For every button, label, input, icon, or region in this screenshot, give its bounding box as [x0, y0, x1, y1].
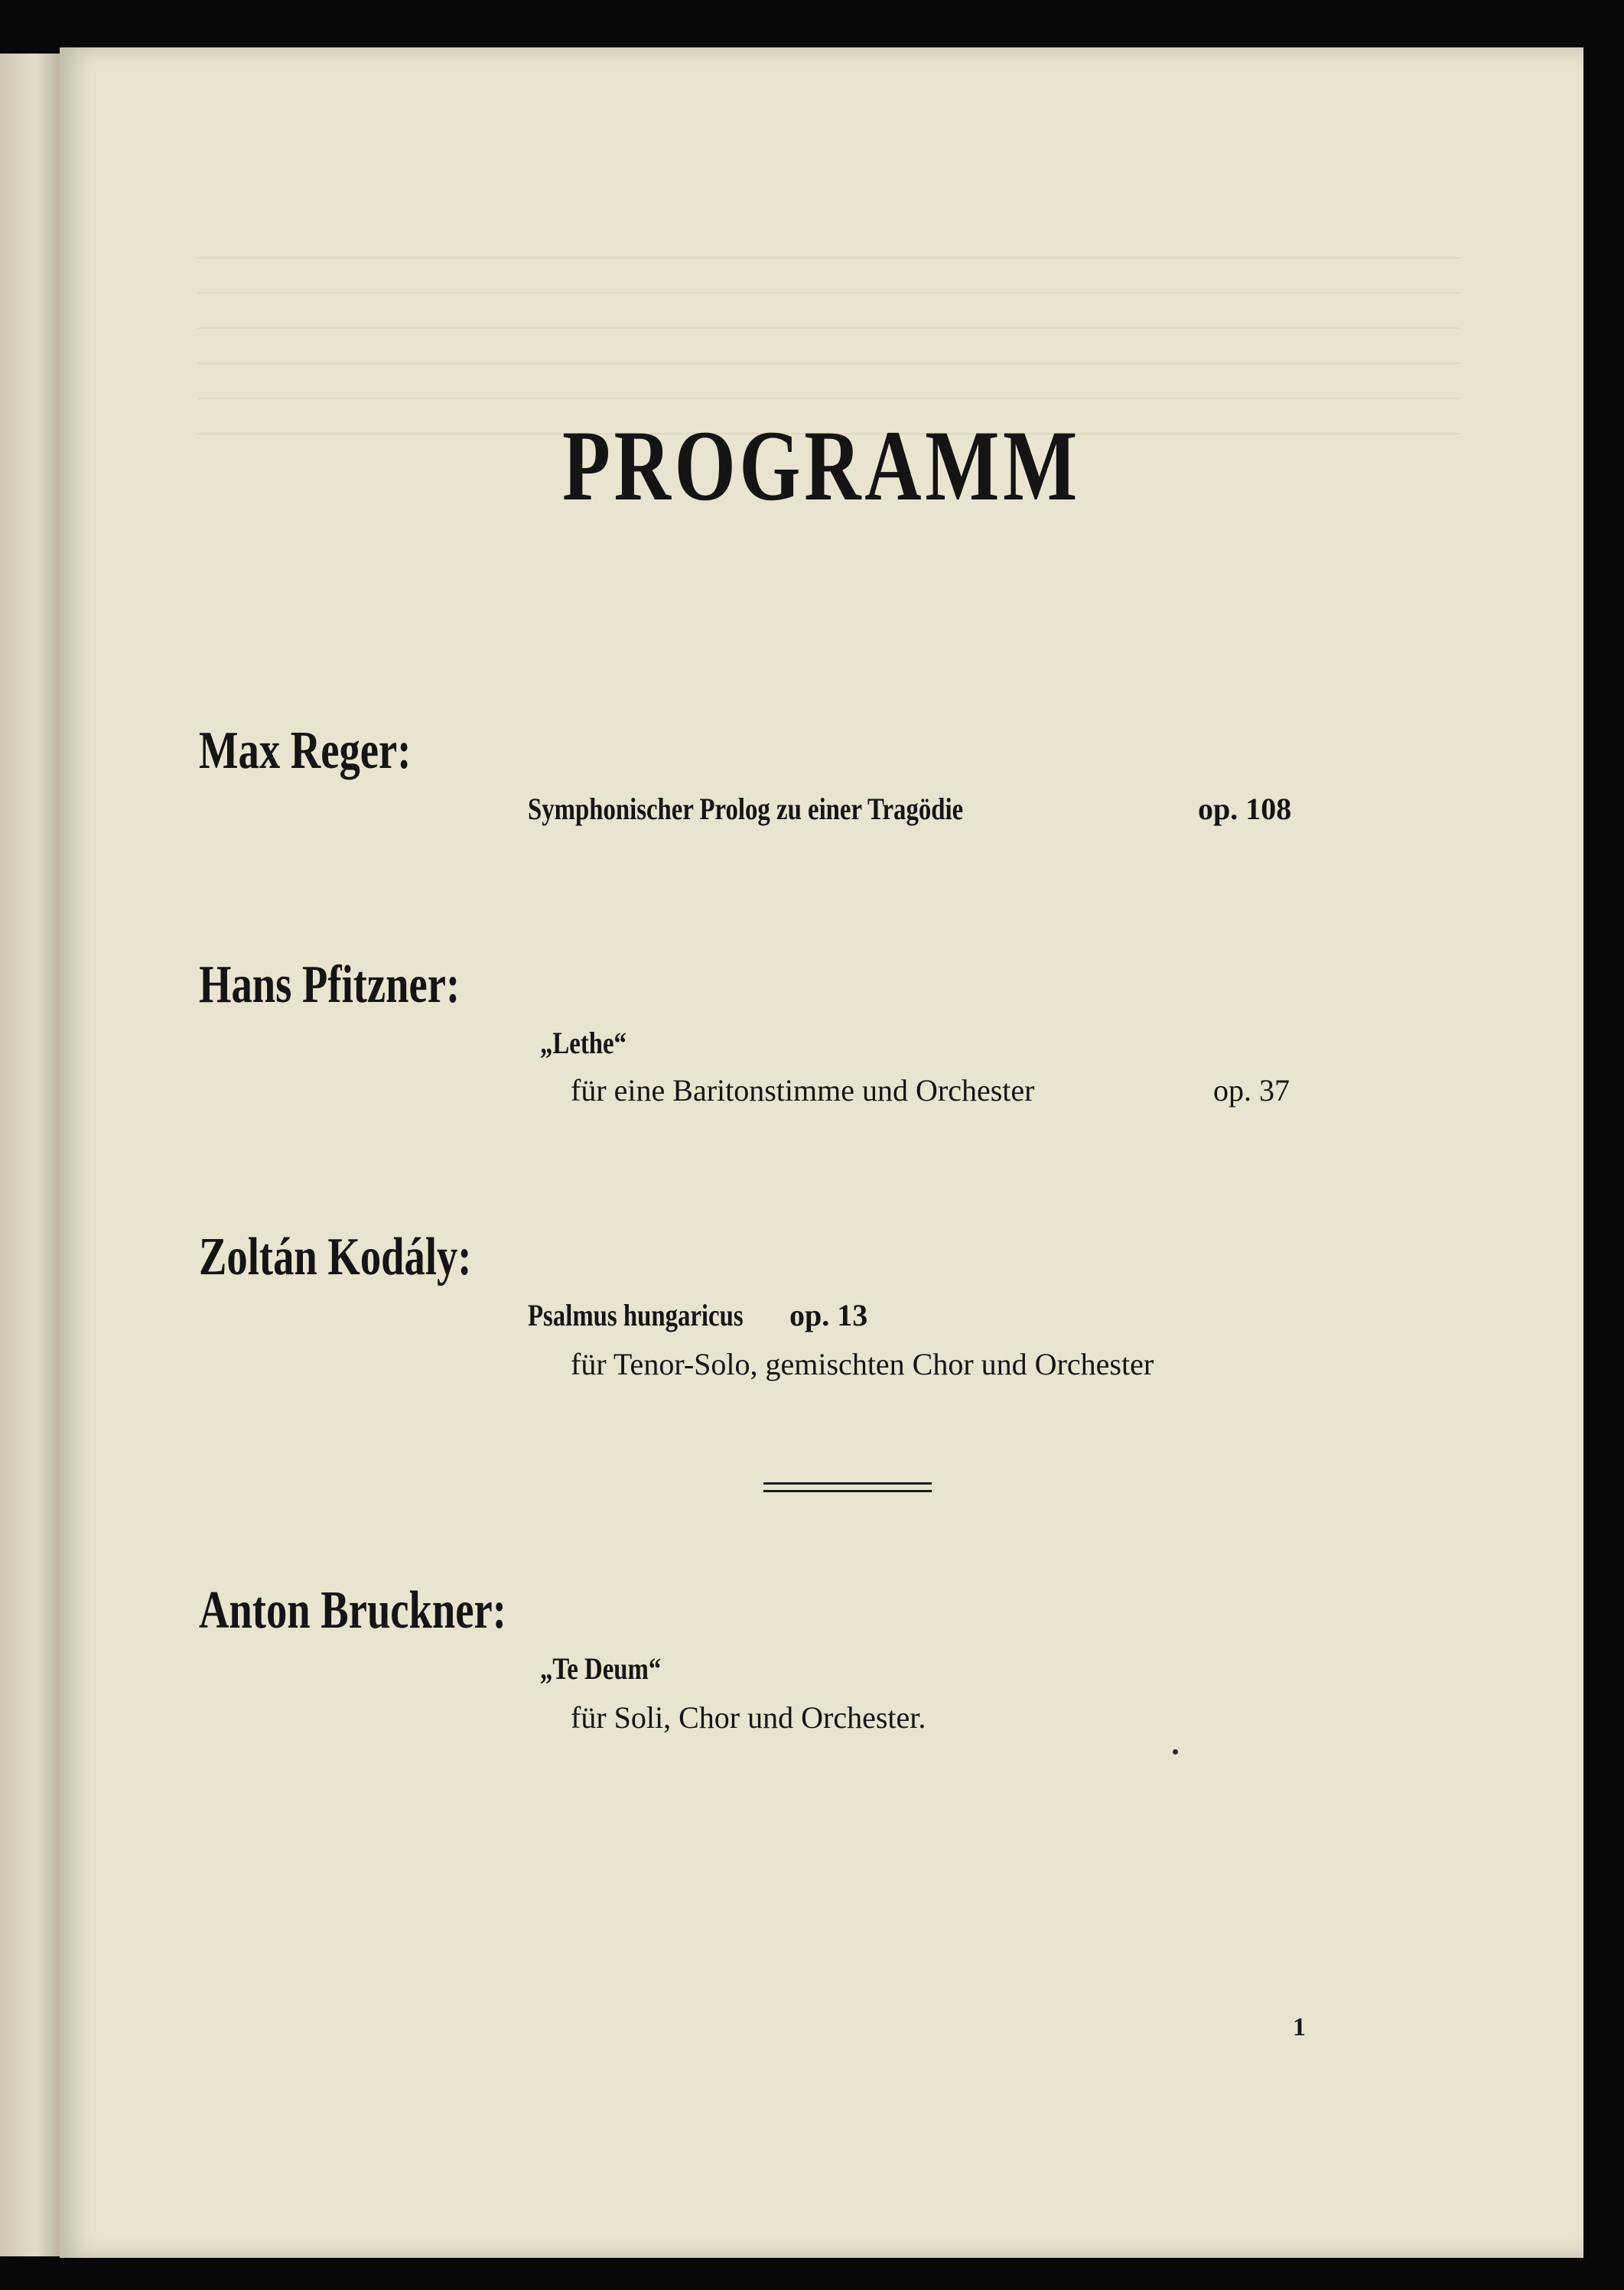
composer-bruckner: Anton Bruckner: — [199, 1581, 506, 1640]
scoring-kodaly: für Tenor-Solo, gemischten Chor und Orchester — [571, 1347, 1154, 1381]
scoring-pfitzner: für eine Baritonstimme und Orchester — [571, 1073, 1035, 1108]
scoring-bruckner: für Soli, Chor und Orchester. — [571, 1700, 926, 1735]
page-number: 1 — [1293, 2013, 1306, 2041]
composer-reger: Max Reger: — [199, 721, 412, 780]
ink-speck — [1173, 1749, 1178, 1755]
page-title: PROGRAMM — [562, 409, 1081, 522]
section-divider-bottom — [763, 1490, 932, 1492]
opus-pfitzner: op. 37 — [1213, 1073, 1290, 1108]
section-divider-top — [763, 1482, 932, 1485]
work-title-kodaly: Psalmus hungaricus — [528, 1298, 744, 1332]
composer-kodaly: Zoltán Kodály: — [199, 1228, 472, 1286]
opus-kodaly: op. 13 — [789, 1298, 868, 1332]
composer-pfitzner: Hans Pfitzner: — [199, 955, 461, 1014]
program-page — [60, 47, 1583, 2258]
left-page-edge — [0, 54, 60, 2256]
opus-reger: op. 108 — [1198, 792, 1292, 826]
work-title-pfitzner: „Lethe“ — [540, 1026, 626, 1060]
work-title-bruckner: „Te Deum“ — [540, 1651, 662, 1686]
work-title-reger: Symphonischer Prolog zu einer Tragödie — [528, 792, 964, 826]
